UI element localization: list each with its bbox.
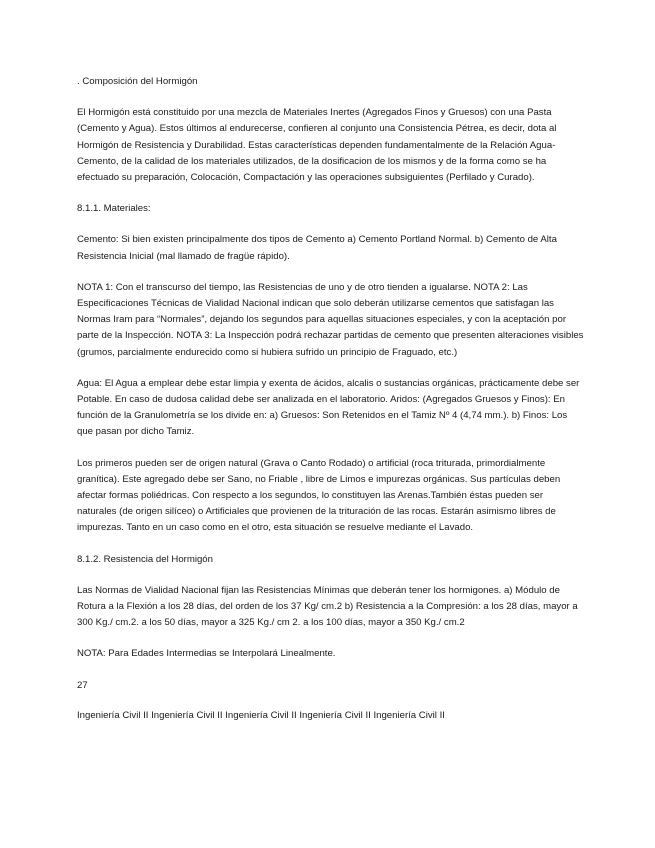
- agua-aridos-paragraph: Agua: El Agua a emplear debe estar limpia y exenta de ácidos, alcalis o sustancias orgánicas, prácticamente debe ser Potable. En caso de dudosa calidad debe ser analizada en el laboratorio. Aridos: (Agregados Gruesos y Finos): En función de la Granulometría se los divide en: a) Gruesos: Son Retenidos en el Tamiz Nº 4 (4,74 mm.). b) Finos: Los que pasan por dicho Tamiz.: [77, 377, 580, 438]
- page-footer: Ingeniería Civil II Ingeniería Civil II Ingeniería Civil II Ingeniería Civil II Ingeniería Civil II: [77, 709, 445, 721]
- subsection-heading-materiales: 8.1.1. Materiales:: [77, 203, 151, 215]
- page-number: 27: [77, 679, 88, 691]
- section-heading: . Composición del Hormigón: [77, 76, 198, 87]
- subsection-heading-resistencia: 8.1.2. Resistencia del Hormigón: [77, 553, 213, 565]
- agregados-paragraph: Los primeros pueden ser de origen natural (Grava o Canto Rodado) o artificial (roca triturada, primordialmente granítica). Este agregado debe ser Sano, no Friable , libre de Limos e impurezas orgánicas. Sus partículas deben afectar formas poliédricas. Con respecto a los segundos, lo constituyen las Arenas.También éstas pueden ser naturales (de origen silíceo) o Artificiales que provienen de la trituración de las rocas. Estarán asimismo libres de impurezas. Tanto en un caso como en el otro, esta situación se resuelve mediante el Lavado.: [77, 457, 561, 534]
- intro-paragraph: El Hormigón está constituido por una mezcla de Materiales Inertes (Agregados Finos y Gruesos) con una Pasta (Cemento y Agua). Estos últimos al endurecerse, confieren al conjunto una Consistencia Pétrea, es decir, dota al Hormigón de Resistencia y Durabilidad. Estas características dependen fundamentalmente de la Relación Agua-Cemento, de la calidad de los materiales utilizados, de la dosificacion de los mismos y de la forma como se ha efectuado su preparación, Colocación, Compactación y las operaciones subsiguientes (Perfilado y Curado).: [77, 107, 557, 184]
- notas-paragraph: NOTA 1: Con el transcurso del tiempo, las Resistencias de uno y de otro tienden a igualarse. NOTA 2: Las Especificaciones Técnicas de Vialidad Nacional indican que solo deberán utilizarse cementos que satisfagan las Normas Iram para “Normales”, dejando los segundos para aquellas situaciones especiales, y con la aceptación por parte de la Inspección. NOTA 3: La Inspección podrá rechazar partidas de cemento que presenten alteraciones visibles (grumos, parcialmente endurecido como si hubiera sufrido un principio de Fraguado, etc.): [77, 281, 584, 358]
- nota-final: NOTA: Para Edades Intermedias se Interpolará Linealmente.: [77, 648, 336, 660]
- cemento-paragraph: Cemento: Si bien existen principalmente dos tipos de Cemento a) Cemento Portland Normal. b) Cemento de Alta Resistencia Inicial (mal llamado de fragüe rápido).: [77, 234, 557, 262]
- resistencias-paragraph: Las Normas de Vialidad Nacional fijan las Resistencias Mínimas que deberán tener los hormigones. a) Módulo de Rotura a la Flexión a los 28 días, del orden de los 37 Kg/ cm.2 b) Resistencia a la Compresión: a los 28 días, mayor a 300 Kg./ cm.2. a los 50 días, mayor a 325 Kg./ cm 2. a los 100 días, mayor a 350 Kg./ cm.2: [77, 584, 578, 629]
